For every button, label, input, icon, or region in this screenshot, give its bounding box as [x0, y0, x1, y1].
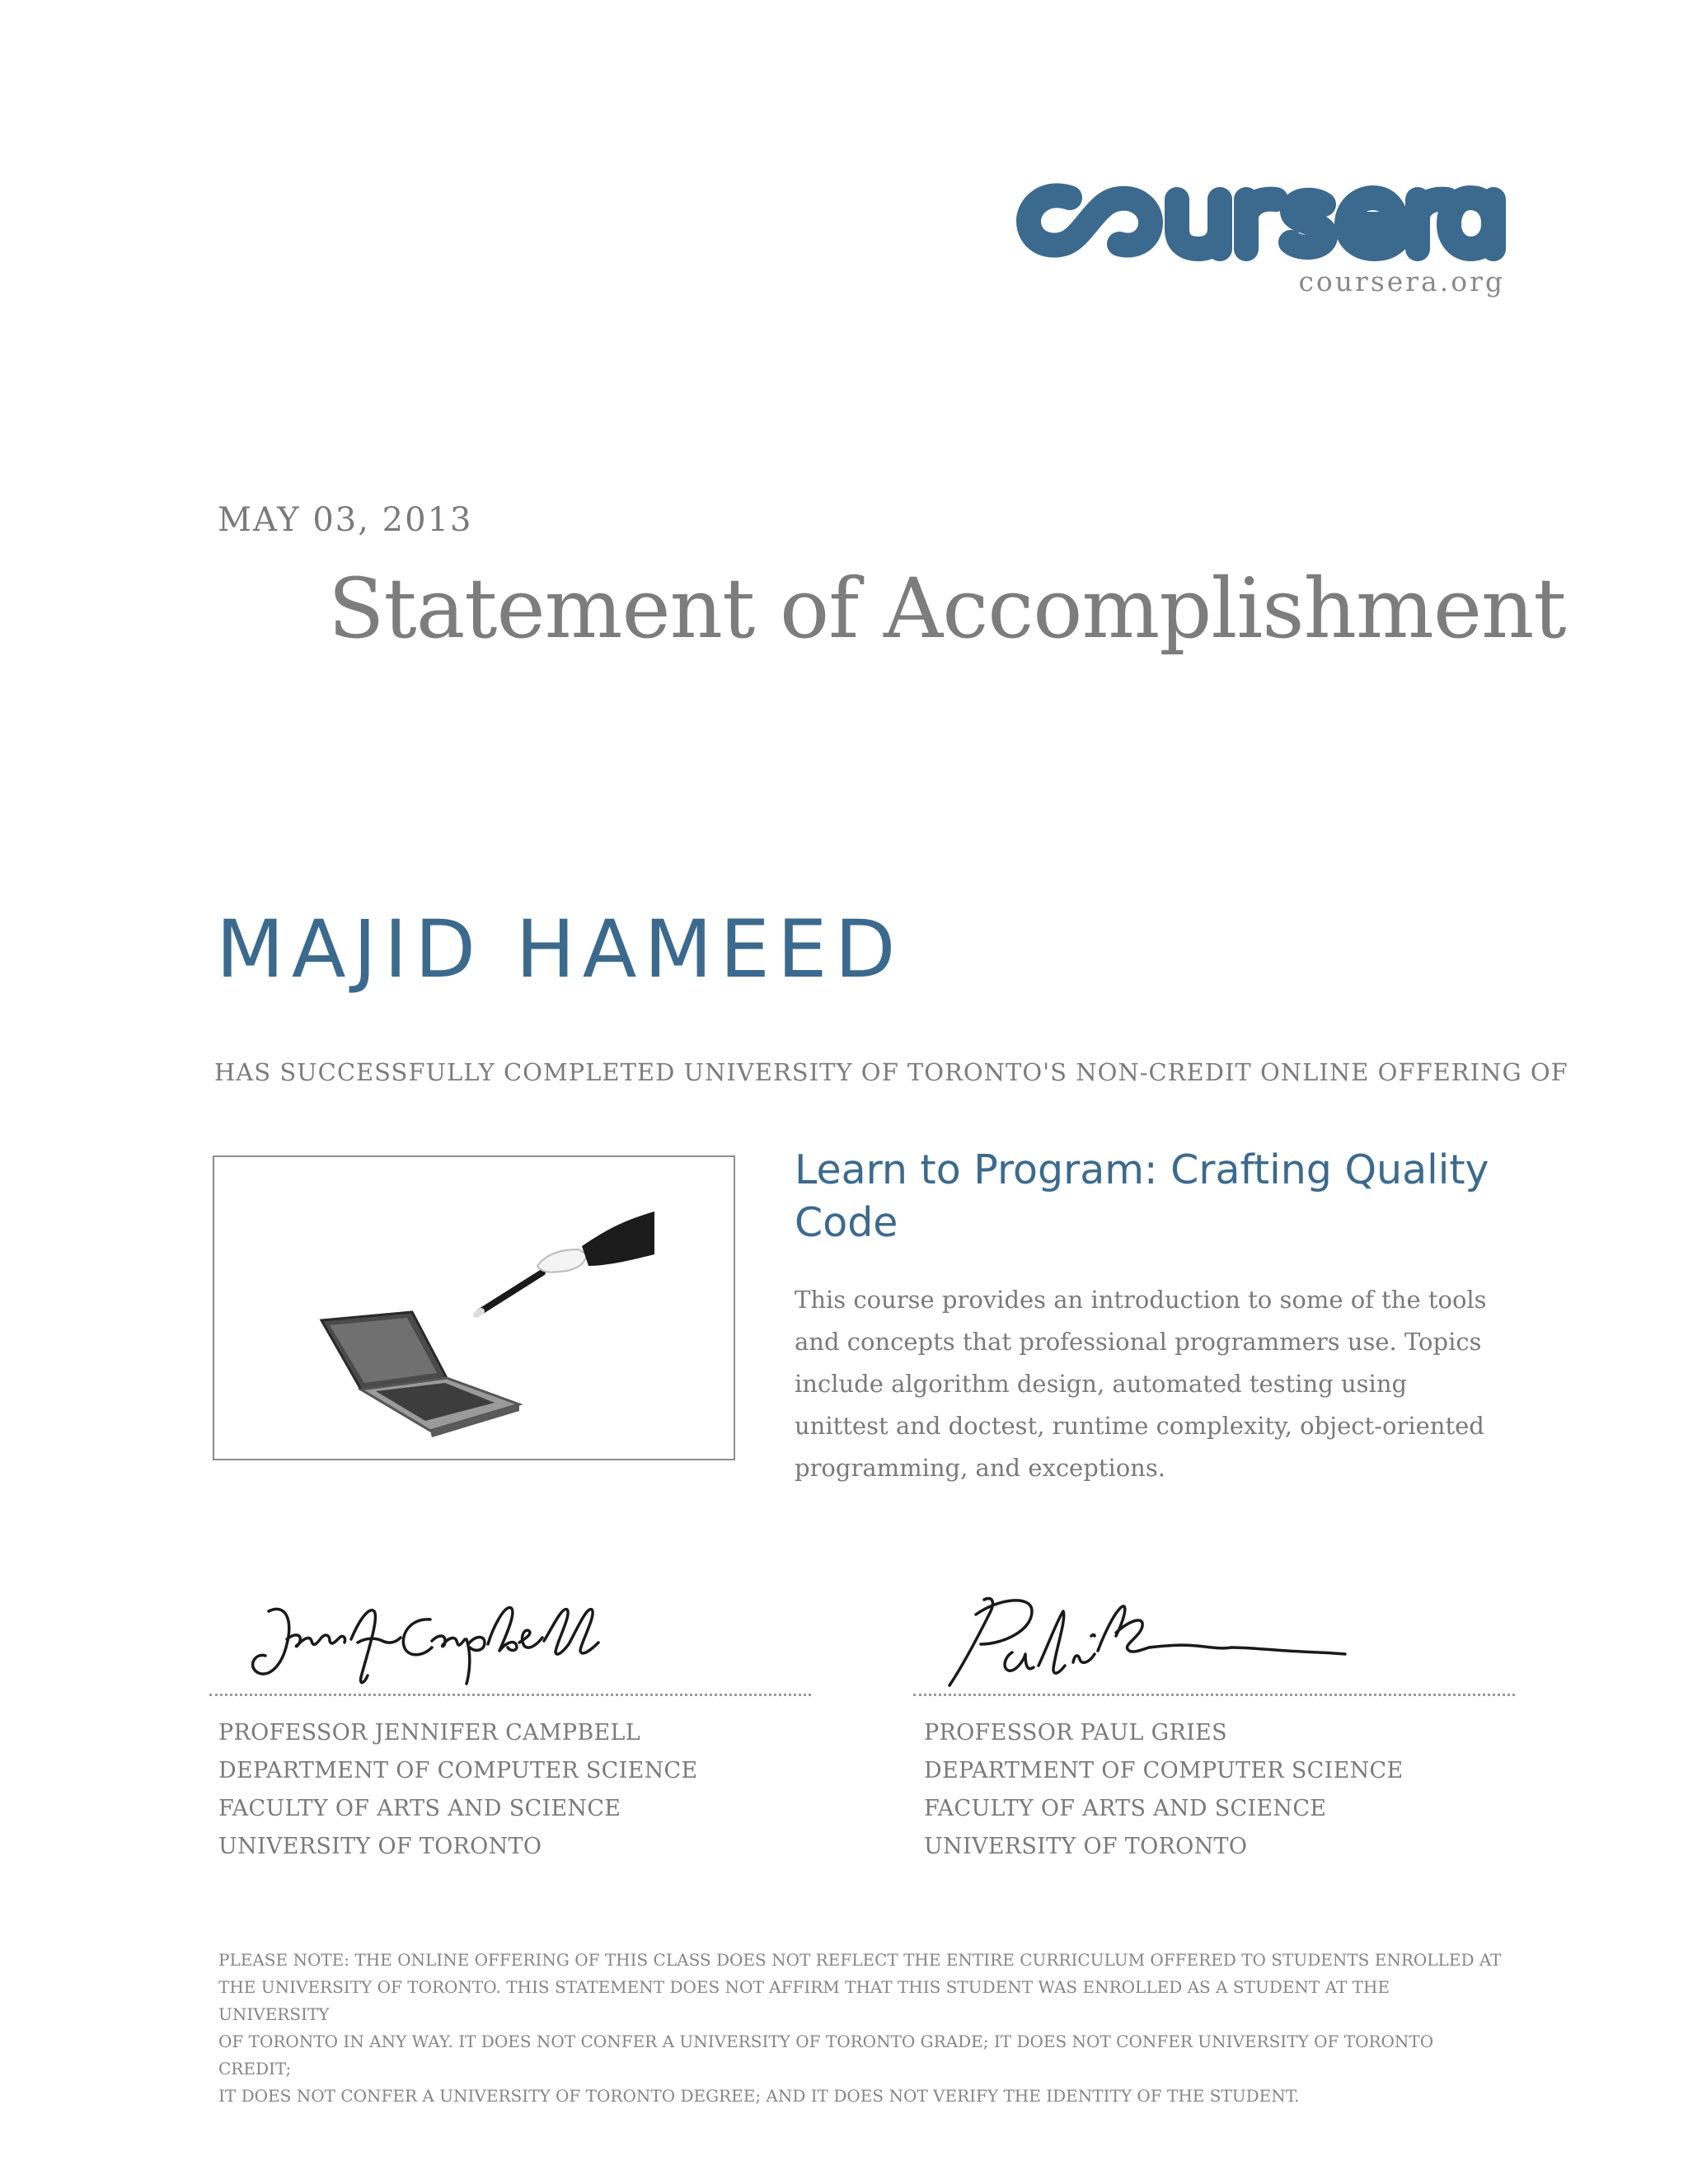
signatory-department: DEPARTMENT OF COMPUTER SCIENCE	[218, 1758, 698, 1783]
signature-jennifer-campbell	[236, 1586, 648, 1694]
signature-line-left	[209, 1694, 811, 1696]
signatory-university: UNIVERSITY OF TORONTO	[924, 1834, 1248, 1859]
signature-line-right	[913, 1694, 1515, 1696]
signatory-faculty: FACULTY OF ARTS AND SCIENCE	[218, 1796, 621, 1821]
issue-date: MAY 03, 2013	[218, 501, 473, 539]
signatory-faculty: FACULTY OF ARTS AND SCIENCE	[924, 1796, 1327, 1821]
disclaimer	[218, 1947, 1504, 2110]
signature-paul-gries	[933, 1586, 1362, 1694]
coursera-logo	[1012, 157, 1507, 272]
logo-url: coursera.org	[1298, 265, 1505, 298]
completion-statement: HAS SUCCESSFULLY COMPLETED UNIVERSITY OF TORONTO'S NON-CREDIT ONLINE OFFERING OF	[214, 1058, 1568, 1086]
disclaimer-line: IT DOES NOT CONFER A UNIVERSITY OF TORONTO DEGREE; AND IT DOES NOT VERIFY THE IDENTITY OF THE STUDENT.	[218, 2086, 1300, 2106]
disclaimer-line: OF TORONTO IN ANY WAY. IT DOES NOT CONFER A UNIVERSITY OF TORONTO GRADE; IT DOES NOT CONFER UNIVERSITY OF TORONTO CREDIT;	[218, 2032, 1434, 2079]
signatory-block-gries	[924, 1714, 1550, 1866]
signatory-department: DEPARTMENT OF COMPUTER SCIENCE	[924, 1758, 1404, 1783]
signatory-name: PROFESSOR JENNIFER CAMPBELL	[218, 1720, 640, 1746]
recipient-name: MAJID HAMEED	[216, 903, 903, 996]
laptop-with-magic-wand-icon	[214, 1157, 734, 1459]
course-image	[213, 1155, 735, 1460]
certificate-heading: Statement of Accomplishment	[328, 560, 1566, 657]
signatory-name: PROFESSOR PAUL GRIES	[924, 1720, 1227, 1746]
course-description: This course provides an introduction to some of the tools and concepts that professional programmers use. Topics include algorithm design, automated testing using unittest and doctest, runtime complexity, object-oriented programming, and exceptions.	[795, 1286, 1487, 1482]
disclaimer-line: PLEASE NOTE: THE ONLINE OFFERING OF THIS CLASS DOES NOT REFLECT THE ENTIRE CURRICULUM OFFERED TO STUDENTS ENROLLED AT	[218, 1950, 1502, 1970]
signatory-block-campbell	[218, 1714, 845, 1866]
signatory-university: UNIVERSITY OF TORONTO	[218, 1834, 542, 1859]
course-title: Learn to Program: Crafting Quality Code	[795, 1146, 1489, 1246]
disclaimer-line: THE UNIVERSITY OF TORONTO. THIS STATEMENT DOES NOT AFFIRM THAT THIS STUDENT WAS ENROLLED AS A STUDENT AT THE UNIVERSITY	[218, 1977, 1390, 2024]
